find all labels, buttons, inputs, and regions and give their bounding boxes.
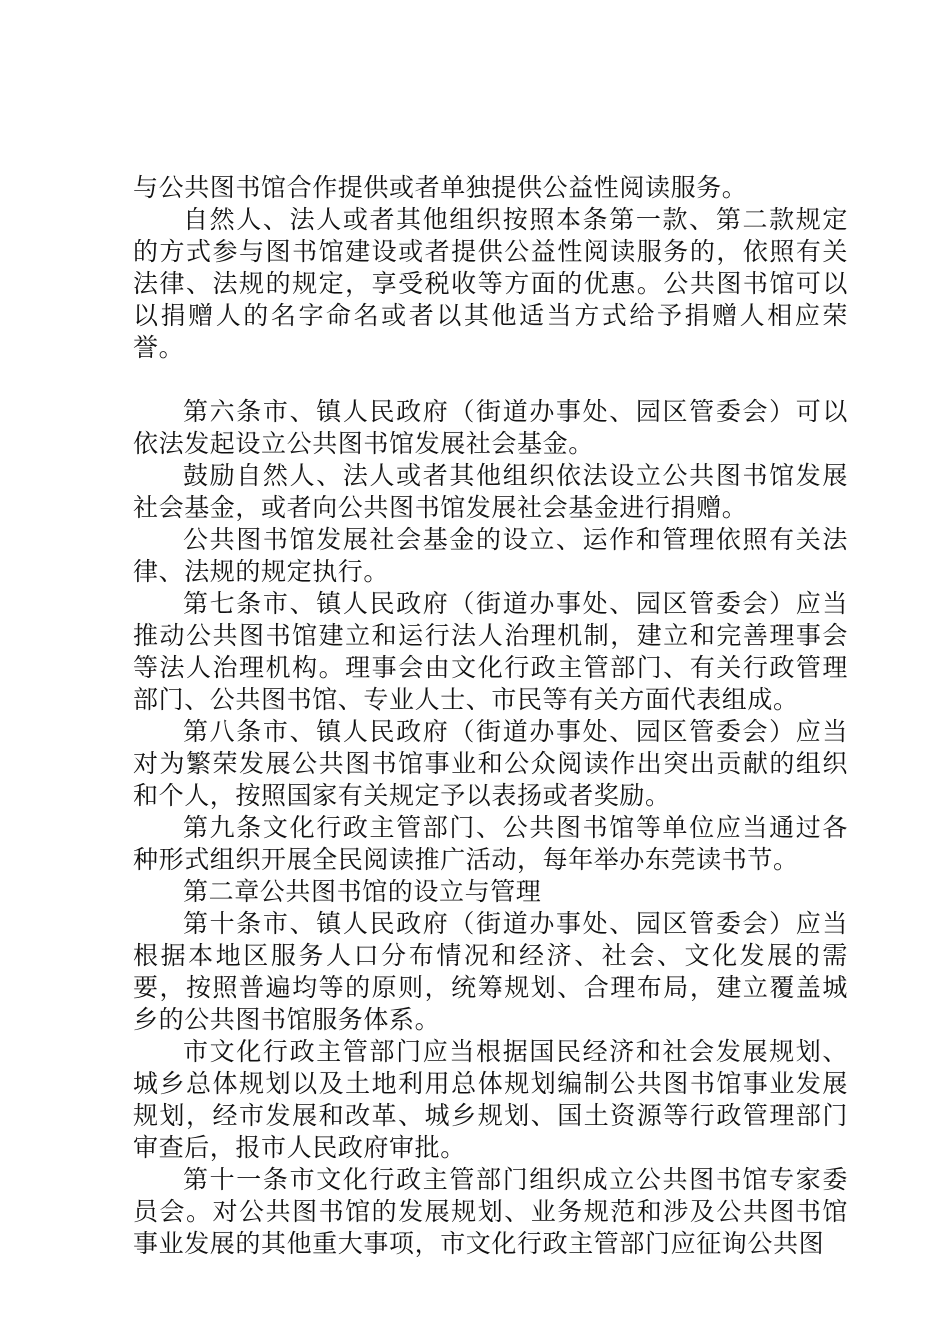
chapter-heading: 第二章公共图书馆的设立与管理 — [183, 877, 542, 906]
document-page — [133, 172, 848, 1260]
paragraph-article-7: 第七条市、镇人民政府（街道办事处、园区管委会）应当推动公共图书馆建立和运行法人治理机制，建立和完善理事会等法人治理机构。理事会由文化行政主管部门、有关行政管理部门、公共图书馆、专业人士、市民等有关方面代表组成。 — [133, 589, 848, 714]
paragraph-article-8: 第八条市、镇人民政府（街道办事处、园区管委会）应当对为繁荣发展公共图书馆事业和公众阅读作出突出贡献的组织和个人，按照国家有关规定予以表扬或者奖励。 — [133, 717, 848, 810]
paragraph-tax-benefits: 自然人、法人或者其他组织按照本条第一款、第二款规定的方式参与图书馆建设或者提供公益性阅读服务的，依照有关法律、法规的规定，享受税收等方面的优惠。公共图书馆可以以捐赠人的名字命名或者以其他适当方式给予捐赠人相应荣誉。 — [133, 205, 848, 362]
paragraph-article-10: 第十条市、镇人民政府（街道办事处、园区管委会）应当根据本地区服务人口分布情况和经济、社会、文化发展的需要，按照普遍均等的原则，统筹规划、合理布局，建立覆盖城乡的公共图书馆服务体系。 — [133, 909, 848, 1034]
paragraph-encourage-foundation: 鼓励自然人、法人或者其他组织依法设立公共图书馆发展社会基金，或者向公共图书馆发展社会基金进行捐赠。 — [133, 461, 848, 522]
paragraph-article-6: 第六条市、镇人民政府（街道办事处、园区管委会）可以依法发起设立公共图书馆发展社会基金。 — [133, 397, 848, 458]
paragraph-article-11: 第十一条市文化行政主管部门组织成立公共图书馆专家委员会。对公共图书馆的发展规划、业务规范和涉及公共图书馆事业发展的其他重大事项，市文化行政主管部门应征询公共图 — [133, 1165, 848, 1258]
paragraph-continuation: 与公共图书馆合作提供或者单独提供公益性阅读服务。 — [133, 173, 748, 202]
paragraph-development-plan: 市文化行政主管部门应当根据国民经济和社会发展规划、城乡总体规划以及土地利用总体规划编制公共图书馆事业发展规划，经市发展和改革、城乡规划、国土资源等行政管理部门审查后，报市人民政府审批。 — [133, 1037, 848, 1162]
paragraph-foundation-management: 公共图书馆发展社会基金的设立、运作和管理依照有关法律、法规的规定执行。 — [133, 525, 848, 586]
paragraph-article-9: 第九条文化行政主管部门、公共图书馆等单位应当通过各种形式组织开展全民阅读推广活动，每年举办东莞读书节。 — [133, 813, 848, 874]
